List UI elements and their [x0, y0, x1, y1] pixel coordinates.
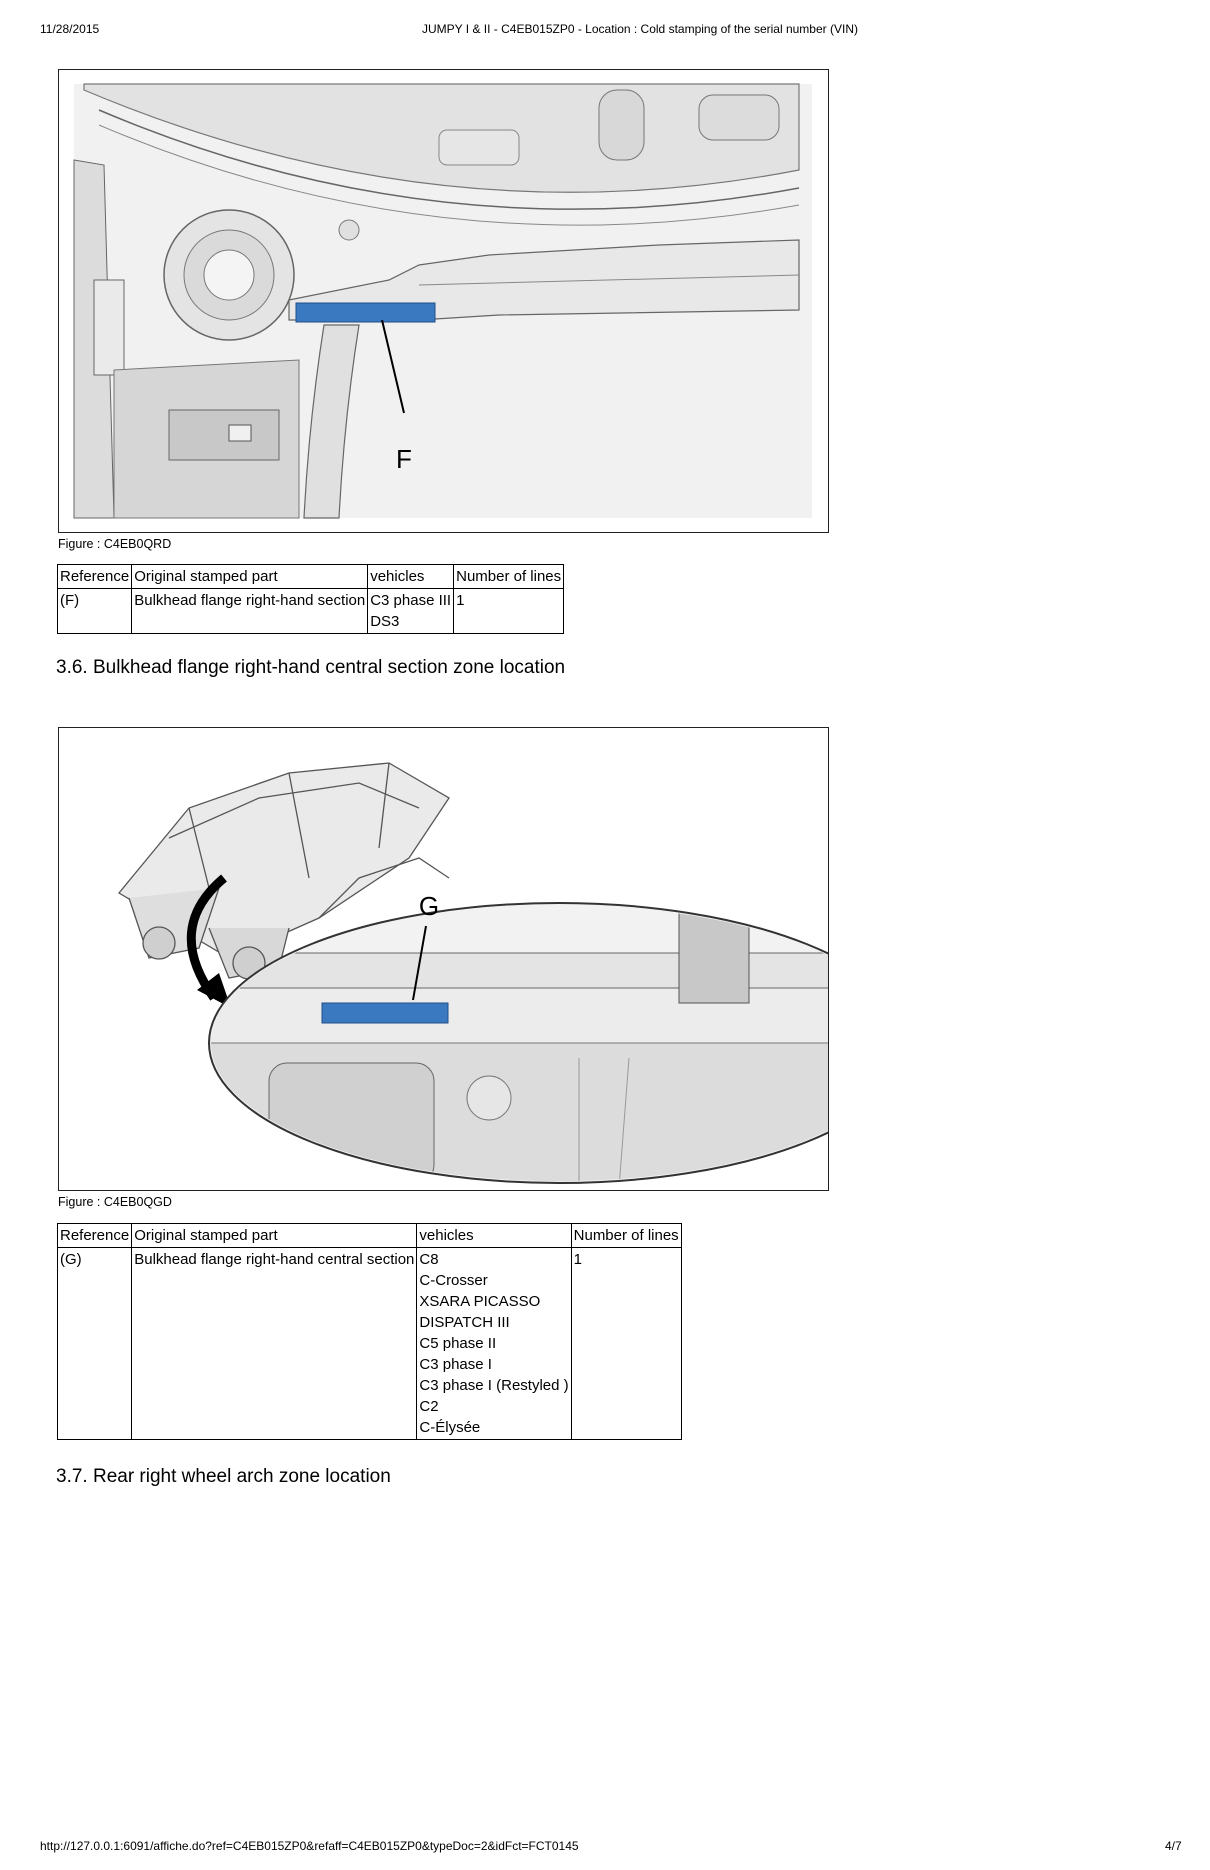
cell-reference: (F): [58, 589, 132, 634]
cell-part: Bulkhead flange right-hand section: [132, 589, 368, 634]
header-lines: Number of lines: [571, 1224, 681, 1248]
vehicle-item: C2: [419, 1398, 439, 1415]
figure2-caption: Figure : C4EB0QGD: [58, 1195, 172, 1209]
table-header-row: [58, 565, 564, 589]
bulkhead-drawing: [59, 70, 828, 532]
section-heading-3-7: 3.7. Rear right wheel arch zone location: [56, 1466, 391, 1487]
vehicle-item: C3 phase III: [370, 592, 452, 609]
vehicle-item: C-Élysée: [419, 1419, 481, 1436]
table-row: [58, 589, 564, 634]
header-part: Original stamped part: [132, 1224, 417, 1248]
figure1-caption: Figure : C4EB0QRD: [58, 537, 172, 551]
cell-part: Bulkhead flange right-hand central section: [132, 1248, 417, 1440]
cell-vehicles: [417, 1248, 571, 1440]
cell-vehicles: [368, 589, 454, 634]
header-part: Original stamped part: [132, 565, 368, 589]
section-heading-3-6: 3.6. Bulkhead flange right-hand central section zone location: [56, 657, 566, 678]
stamp-zone-g-highlight: [322, 1003, 448, 1023]
vehicle-item: C8: [419, 1251, 439, 1268]
callout-g: G: [418, 891, 440, 921]
reference-table-g: [57, 1223, 682, 1440]
car-body-drawing: [59, 728, 828, 1190]
vehicle-item: C3 phase I: [419, 1356, 492, 1373]
callout-f: F: [396, 444, 412, 474]
header-reference: Reference: [58, 1224, 132, 1248]
header-reference: Reference: [58, 565, 132, 589]
vehicle-item: XSARA PICASSO: [419, 1293, 541, 1310]
table-row: [58, 1248, 682, 1440]
header-vehicles: vehicles: [417, 1224, 571, 1248]
footer-url: http://127.0.0.1:6091/affiche.do?ref=C4EB015ZP0&refaff=C4EB015ZP0&typeDoc=2&idFct=FCT0145: [40, 1839, 579, 1853]
vehicle-item: DISPATCH III: [419, 1314, 510, 1331]
header-date: 11/28/2015: [40, 22, 100, 36]
vehicle-item: C-Crosser: [419, 1272, 488, 1289]
header-title: JUMPY I & II - C4EB015ZP0 - Location : Cold stamping of the serial number (VIN): [422, 22, 858, 36]
cell-lines: 1: [454, 589, 564, 634]
stamp-zone-f-highlight: [296, 303, 435, 322]
vehicle-item: C3 phase I (Restyled ): [419, 1377, 569, 1394]
vehicle-item: DS3: [370, 613, 400, 630]
cell-reference: (G): [58, 1248, 132, 1440]
reference-table-f: [57, 564, 564, 634]
header-vehicles: vehicles: [368, 565, 454, 589]
cell-lines: 1: [571, 1248, 681, 1440]
figure-bulkhead-flange-central: [58, 727, 829, 1191]
vehicle-item: C5 phase II: [419, 1335, 497, 1352]
header-lines: Number of lines: [454, 565, 564, 589]
figure-bulkhead-flange-right: [58, 69, 829, 533]
footer-page-number: 4/7: [1165, 1839, 1182, 1853]
table-header-row: [58, 1224, 682, 1248]
